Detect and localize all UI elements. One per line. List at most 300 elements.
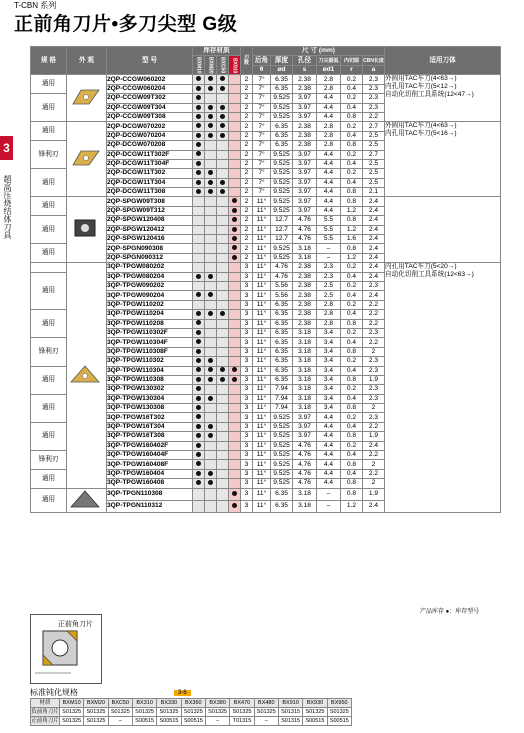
stock-cell [205, 178, 217, 187]
dim-radius: 刀尖圆弧 [318, 57, 339, 64]
value-d1: 3.4 [317, 394, 341, 403]
series-label: T-CBN 系列 [14, 1, 57, 10]
stock-cell [217, 112, 229, 121]
value-d: 12.7 [271, 225, 293, 234]
value-d: 7.94 [271, 385, 293, 394]
value-s: 3.18 [293, 385, 317, 394]
value-d1: 2.8 [317, 310, 341, 319]
stock-cell [193, 338, 205, 347]
value-d: 9.525 [271, 103, 293, 112]
stock-cell [193, 394, 205, 403]
value-a: 11° [253, 441, 271, 450]
spec-cell: 通用 [31, 169, 67, 197]
stock-cell [229, 347, 241, 356]
model-cell: 3QP-TPGW110208 [107, 319, 193, 328]
stock-cell [229, 413, 241, 422]
value-r: 0.2 [341, 281, 363, 290]
spec-cell: 通用 [31, 422, 67, 450]
stock-cell [193, 75, 205, 84]
stock-dot-icon [208, 367, 213, 372]
model-cell: 2QP-SPGW120408 [107, 216, 193, 225]
stock-cell [217, 225, 229, 234]
value-a: 11° [253, 451, 271, 460]
stock-cell [205, 291, 217, 300]
value-n: 2 [241, 131, 253, 140]
stock-cell [217, 422, 229, 431]
value-s: 3.18 [293, 244, 317, 253]
value-n: 2 [241, 206, 253, 215]
stock-cell [205, 272, 217, 281]
stock-dot-icon [196, 161, 201, 166]
stock-dot-icon [196, 189, 201, 194]
unit-s: s [293, 65, 317, 75]
value-r: 1.2 [341, 206, 363, 215]
value-c: 2.2 [363, 300, 385, 309]
stock-dot-icon [220, 86, 225, 91]
value-r: 0.2 [341, 169, 363, 178]
model-cell: 3QP-TPGW160404F [107, 451, 193, 460]
stock-cell [217, 319, 229, 328]
value-c: 2.3 [363, 328, 385, 337]
stock-cell [217, 394, 229, 403]
grade-bx910: BX910 [229, 56, 241, 75]
model-cell: 3QP-TPGW16T308 [107, 432, 193, 441]
rhombus-insert-icon [67, 147, 103, 169]
model-cell: 3QP-TPGW160402F [107, 441, 193, 450]
stock-cell [229, 197, 241, 206]
value-n: 2 [241, 159, 253, 168]
model-cell: 2QP-CCGW09T302 [107, 94, 193, 103]
stock-dot-icon [196, 76, 201, 81]
value-d: 6.35 [271, 300, 293, 309]
value-a: 11° [253, 500, 271, 512]
value-c: 2.4 [363, 263, 385, 272]
value-d1: – [317, 244, 341, 253]
stock-cell [193, 385, 205, 394]
stock-cell [229, 375, 241, 384]
stock-cell [217, 216, 229, 225]
value-a: 7° [253, 159, 271, 168]
value-a: 11° [253, 488, 271, 500]
value-r: 0.4 [341, 338, 363, 347]
stock-dot-icon [208, 311, 213, 316]
stock-cell [193, 150, 205, 159]
value-r: 0.8 [341, 460, 363, 469]
value-r: 0.8 [341, 488, 363, 500]
stock-dot-icon [196, 320, 201, 325]
stock-cell [229, 272, 241, 281]
value-r: 0.8 [341, 112, 363, 121]
value-r: 0.4 [341, 159, 363, 168]
value-c: 2.3 [363, 75, 385, 84]
stock-cell [217, 188, 229, 197]
dim-ic: 内切圆 [341, 56, 363, 66]
value-d: 6.35 [271, 347, 293, 356]
value-n: 3 [241, 385, 253, 394]
value-s: 2.38 [293, 300, 317, 309]
std-cell: S01315 [278, 708, 302, 717]
value-n: 3 [241, 469, 253, 478]
insert-shape-image [67, 75, 107, 122]
stock-cell [193, 197, 205, 206]
value-r: 0.8 [341, 197, 363, 206]
stock-cell [217, 300, 229, 309]
value-s: 4.76 [293, 235, 317, 244]
dim-hole: 孔径 [293, 56, 317, 66]
model-cell: 3QP-TPGW110308F [107, 347, 193, 356]
value-r: 1.2 [341, 253, 363, 262]
stock-cell [205, 112, 217, 121]
value-s: 4.76 [293, 460, 317, 469]
value-c: 2.3 [363, 357, 385, 366]
value-n: 2 [241, 75, 253, 84]
value-d: 6.35 [271, 75, 293, 84]
stock-cell [217, 366, 229, 375]
stock-cell [205, 131, 217, 140]
std-cell: BXM20 [84, 699, 108, 708]
stock-cell [205, 451, 217, 460]
stock-dot-icon [196, 142, 201, 147]
value-r: 0.4 [341, 291, 363, 300]
value-n: 3 [241, 451, 253, 460]
value-s: 3.97 [293, 178, 317, 187]
stock-cell [229, 385, 241, 394]
value-s: 4.76 [293, 441, 317, 450]
model-cell: 2QP-CCGW060204 [107, 84, 193, 93]
value-c: 2.3 [363, 394, 385, 403]
stock-dot-icon [196, 330, 201, 335]
col-dims: 尺 寸 (mm) [253, 47, 385, 56]
table-row [31, 75, 501, 84]
value-d1: 2.3 [317, 263, 341, 272]
stock-dot-icon [220, 105, 225, 110]
stock-dot-icon [208, 76, 213, 81]
value-r: 0.4 [341, 272, 363, 281]
stock-cell [217, 122, 229, 131]
value-r: 0.2 [341, 75, 363, 84]
value-c: 2.4 [363, 441, 385, 450]
model-cell: 2QP-SPGW09T312 [107, 206, 193, 215]
stock-cell [193, 103, 205, 112]
std-cell: BX910 [278, 699, 302, 708]
dim-angle: 后角 [253, 56, 271, 66]
value-a: 11° [253, 366, 271, 375]
value-a: 7° [253, 112, 271, 121]
value-n: 2 [241, 225, 253, 234]
value-d: 5.56 [271, 291, 293, 300]
model-cell: 3QP-TPGW160404 [107, 469, 193, 478]
value-d1: – [317, 488, 341, 500]
stock-cell [205, 244, 217, 253]
value-n: 2 [241, 235, 253, 244]
stock-dot-icon [208, 123, 213, 128]
value-n: 3 [241, 375, 253, 384]
value-d: 12.7 [271, 216, 293, 225]
stock-cell [229, 366, 241, 375]
stock-dot-icon [208, 86, 213, 91]
value-c: 2.2 [363, 310, 385, 319]
stock-dot-icon [208, 105, 213, 110]
holder-note: 内孔用TAC车刀(5<20→) [385, 263, 457, 271]
std-cell: BX470 [230, 699, 254, 708]
stock-cell [205, 366, 217, 375]
value-d1: 3.4 [317, 404, 341, 413]
stock-cell [229, 169, 241, 178]
value-d1: 2.8 [317, 75, 341, 84]
value-r: 0.8 [341, 375, 363, 384]
value-r: 0.8 [341, 479, 363, 488]
spec-cell: 通用 [31, 469, 67, 488]
value-c: 2.2 [363, 469, 385, 478]
stock-dot-icon [196, 471, 201, 476]
value-s: 2.38 [293, 84, 317, 93]
value-d: 6.35 [271, 357, 293, 366]
chapter-tab[interactable]: 3 [0, 136, 13, 160]
model-cell: 2QP-SPGN090308 [107, 244, 193, 253]
stock-cell [217, 413, 229, 422]
value-d: 5.56 [271, 281, 293, 290]
page-title: 正前角刀片•多刀尖型 G级 [14, 14, 238, 35]
value-n: 3 [241, 432, 253, 441]
stock-dot-icon [232, 367, 237, 372]
value-a: 11° [253, 413, 271, 422]
stock-cell [217, 310, 229, 319]
value-d1: 2.8 [317, 141, 341, 150]
unit-a: a [363, 65, 385, 75]
holder-note: 自动化切削工具系统(12<47→) [385, 91, 474, 99]
value-n: 3 [241, 500, 253, 512]
value-c: 2.5 [363, 131, 385, 140]
value-n: 3 [241, 281, 253, 290]
std-cell: S00515 [132, 717, 156, 726]
stock-cell [205, 281, 217, 290]
stock-cell [205, 432, 217, 441]
value-d1: 4.4 [317, 413, 341, 422]
stock-dot-icon [196, 396, 201, 401]
stock-cell [229, 84, 241, 93]
std-cell: BX950 [327, 699, 351, 708]
value-s: 3.97 [293, 150, 317, 159]
value-d1: 4.4 [317, 178, 341, 187]
dim-cbn: CBN长度 [363, 57, 384, 64]
stock-cell [217, 328, 229, 337]
value-r: 0.2 [341, 441, 363, 450]
value-s: 3.18 [293, 488, 317, 500]
value-d1: 4.4 [317, 441, 341, 450]
stock-dot-icon [196, 414, 201, 419]
std-row-label: 材质 [31, 699, 60, 708]
value-a: 11° [253, 479, 271, 488]
stock-cell [205, 375, 217, 384]
value-s: 3.97 [293, 103, 317, 112]
value-s: 2.38 [293, 263, 317, 272]
value-n: 3 [241, 479, 253, 488]
std-cell: BXC50 [108, 699, 132, 708]
value-n: 2 [241, 141, 253, 150]
stock-cell [229, 122, 241, 131]
value-a: 11° [253, 263, 271, 272]
stock-cell [205, 338, 217, 347]
stock-cell [193, 216, 205, 225]
stock-cell [193, 159, 205, 168]
value-n: 3 [241, 394, 253, 403]
stock-cell [205, 319, 217, 328]
value-c: 2.4 [363, 253, 385, 262]
stock-dot-icon [232, 217, 237, 222]
stock-cell [193, 404, 205, 413]
value-c: 2.5 [363, 141, 385, 150]
stock-cell [229, 432, 241, 441]
dim-thick: 厚度 [271, 56, 293, 66]
value-a: 11° [253, 272, 271, 281]
model-cell: 3QP-TPGN110308 [107, 488, 193, 500]
value-c: 2.5 [363, 169, 385, 178]
stock-dot-icon [208, 133, 213, 138]
value-c: 2.1 [363, 188, 385, 197]
value-r: 0.4 [341, 469, 363, 478]
stock-dot-icon [220, 189, 225, 194]
stock-cell [229, 263, 241, 272]
value-d1: 4.4 [317, 159, 341, 168]
stock-cell [217, 441, 229, 450]
stock-cell [229, 131, 241, 140]
stock-cell [217, 500, 229, 512]
stock-cell [217, 281, 229, 290]
model-cell: 3QP-TPGW110302 [107, 357, 193, 366]
stock-cell [193, 206, 205, 215]
value-c: 2 [363, 479, 385, 488]
holder-note: 自动化切削工具系统(12<63→) [385, 271, 474, 279]
model-cell: 3QP-TPGW110204 [107, 310, 193, 319]
std-cell: S00515 [157, 717, 181, 726]
stock-cell [229, 460, 241, 469]
std-cell: S01325 [132, 708, 156, 717]
value-s: 2.38 [293, 141, 317, 150]
stock-cell [229, 291, 241, 300]
std-cell: S01325 [60, 717, 84, 726]
stock-cell [205, 225, 217, 234]
value-n: 2 [241, 84, 253, 93]
stock-dot-icon [208, 292, 213, 297]
value-n: 2 [241, 216, 253, 225]
col-app: 适用刀体 [385, 47, 501, 75]
value-r: 0.2 [341, 150, 363, 159]
stock-cell [217, 263, 229, 272]
value-r: 0.4 [341, 103, 363, 112]
std-row [31, 717, 352, 726]
value-r: 0.4 [341, 451, 363, 460]
stock-dot-icon [196, 480, 201, 485]
value-s: 2.38 [293, 319, 317, 328]
stock-cell [229, 338, 241, 347]
triangle-dark-insert-icon [67, 489, 103, 509]
model-cell: 3QP-TPGW090202 [107, 281, 193, 290]
value-s: 2.38 [293, 131, 317, 140]
value-r: 0.2 [341, 263, 363, 272]
spec-cell: 通用 [31, 197, 67, 216]
stock-dot-icon [196, 114, 201, 119]
value-r: 0.2 [341, 413, 363, 422]
value-c: 2.3 [363, 385, 385, 394]
value-n: 2 [241, 103, 253, 112]
value-d: 9.525 [271, 197, 293, 206]
value-a: 7° [253, 150, 271, 159]
stock-cell [229, 94, 241, 103]
value-r: 0.2 [341, 328, 363, 337]
value-n: 3 [241, 310, 253, 319]
value-a: 7° [253, 103, 271, 112]
std-row-label: 负前角刀片 [31, 708, 59, 715]
col-shape: 外 观 [67, 47, 107, 75]
stock-dot-icon [196, 358, 201, 363]
model-cell: 3QP-TPGW110302F [107, 328, 193, 337]
value-r: 0.8 [341, 141, 363, 150]
value-a: 11° [253, 422, 271, 431]
stock-cell [229, 141, 241, 150]
value-a: 11° [253, 253, 271, 262]
stock-cell [229, 225, 241, 234]
value-r: 0.2 [341, 94, 363, 103]
stock-cell [217, 131, 229, 140]
stock-dot-icon [220, 123, 225, 128]
value-c: 2 [363, 347, 385, 356]
value-r: 0.2 [341, 385, 363, 394]
stock-cell [217, 94, 229, 103]
stock-dot-icon [196, 443, 201, 448]
stock-cell [217, 244, 229, 253]
stock-cell [193, 413, 205, 422]
stock-cell [193, 141, 205, 150]
value-d: 9.525 [271, 413, 293, 422]
value-d1: 3.4 [317, 366, 341, 375]
std-cell: BX480 [254, 699, 278, 708]
model-cell: 2QP-CCGW09T304 [107, 103, 193, 112]
model-cell: 3QP-TPGN110312 [107, 500, 193, 512]
stock-cell [193, 225, 205, 234]
value-a: 7° [253, 169, 271, 178]
value-d: 9.525 [271, 451, 293, 460]
stock-dot-icon [232, 227, 237, 232]
stock-cell [205, 460, 217, 469]
value-d: 9.525 [271, 94, 293, 103]
stock-dot-icon [232, 491, 237, 496]
value-s: 2.38 [293, 75, 317, 84]
value-s: 3.18 [293, 375, 317, 384]
value-d1: 2.5 [317, 281, 341, 290]
std-cell: T01315 [230, 717, 254, 726]
spec-cell [31, 263, 67, 272]
model-cell: 3QP-TPGW080202 [107, 263, 193, 272]
stock-cell [217, 479, 229, 488]
value-a: 7° [253, 141, 271, 150]
value-d: 9.525 [271, 469, 293, 478]
value-a: 11° [253, 338, 271, 347]
stock-cell [217, 385, 229, 394]
value-d1: 3.4 [317, 328, 341, 337]
stock-cell [205, 150, 217, 159]
value-d1: 2.3 [317, 272, 341, 281]
value-d1: 4.4 [317, 112, 341, 121]
stock-cell [193, 94, 205, 103]
value-s: 4.76 [293, 225, 317, 234]
stock-cell [193, 281, 205, 290]
insert-shape-image [67, 488, 107, 512]
stock-dot-icon [196, 424, 201, 429]
stock-cell [205, 300, 217, 309]
stock-cell [193, 469, 205, 478]
value-d1: – [317, 253, 341, 262]
value-a: 11° [253, 206, 271, 215]
